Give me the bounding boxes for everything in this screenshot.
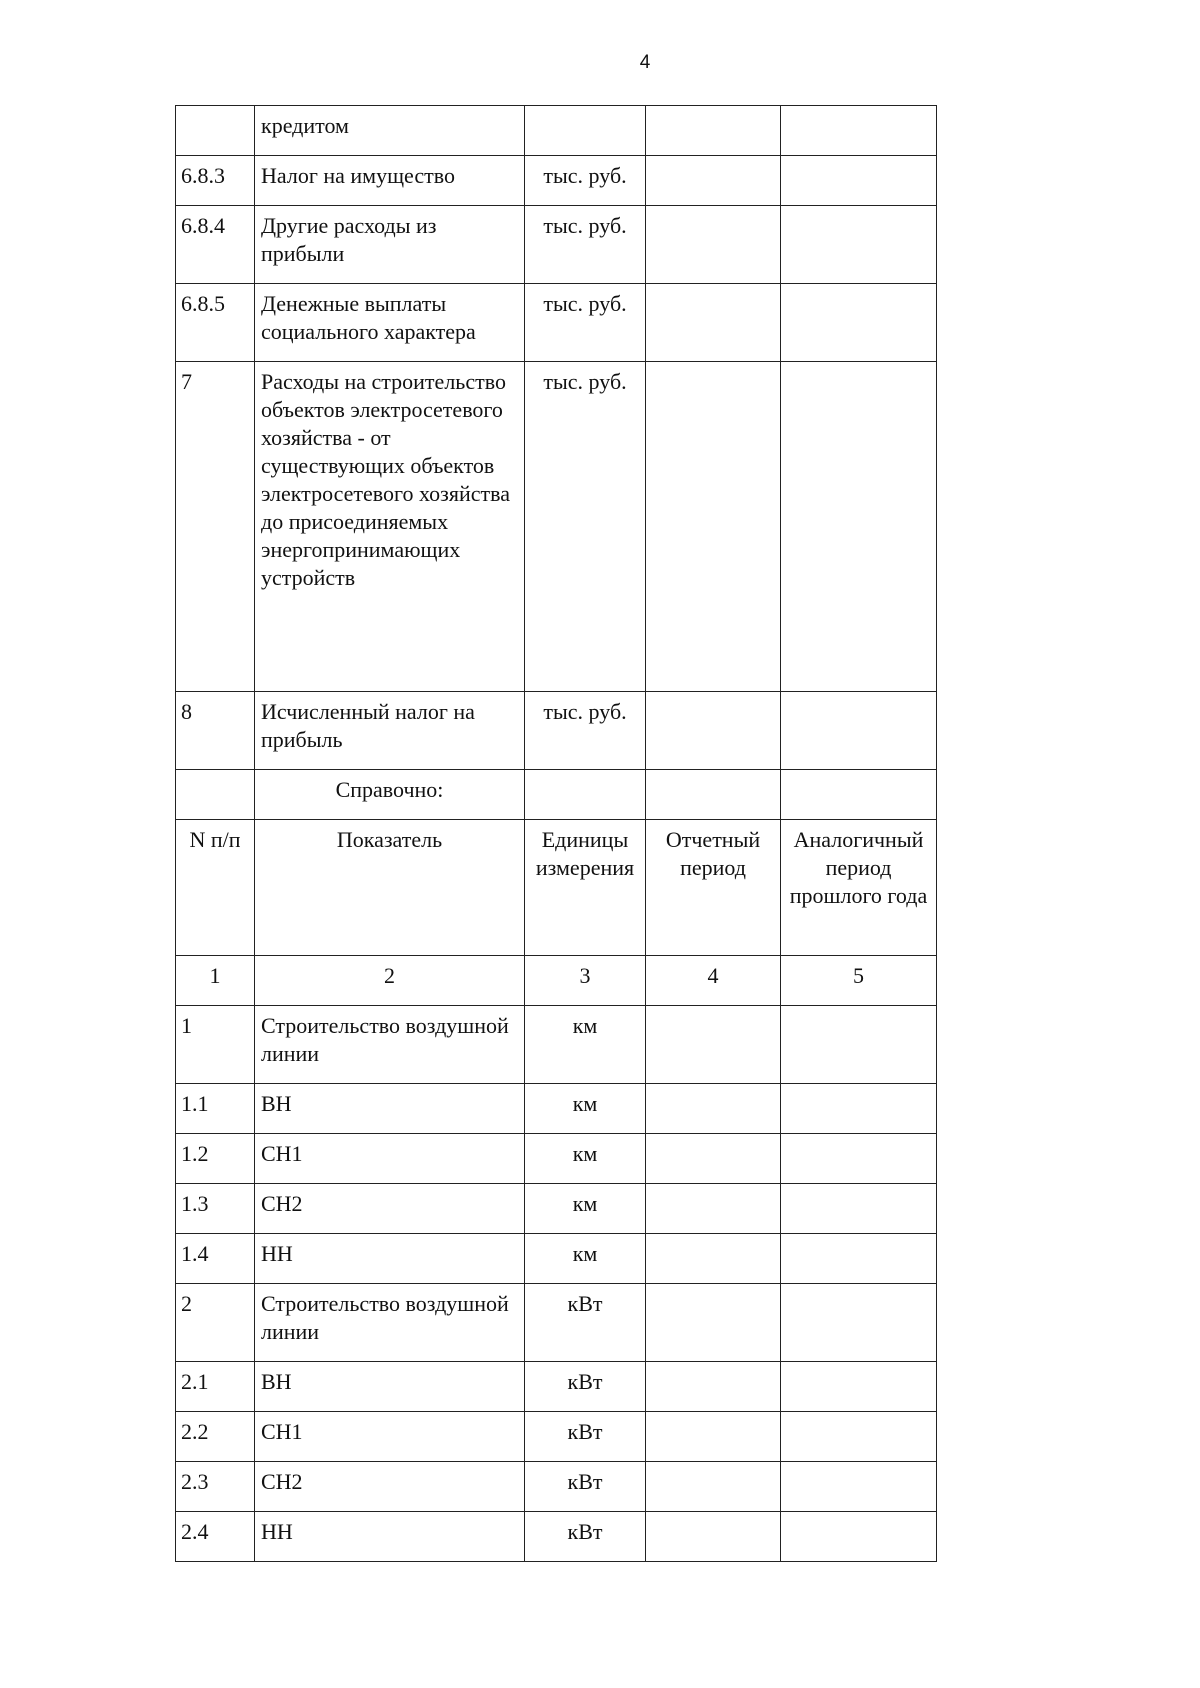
row-reporting-value — [646, 156, 781, 206]
row-indicator: ВН — [255, 1084, 525, 1134]
report-table — [175, 105, 937, 1562]
row-reporting-value — [646, 284, 781, 362]
row-previous-value — [781, 1362, 937, 1412]
row-reporting-value — [646, 1006, 781, 1084]
reference-row — [176, 770, 937, 820]
row-number: 2.4 — [176, 1512, 255, 1562]
row-unit: кВт — [525, 1362, 646, 1412]
page-number: 4 — [639, 52, 651, 73]
column-number: 1 — [176, 956, 255, 1006]
row-previous-value — [781, 284, 937, 362]
table-row — [176, 206, 937, 284]
row-reporting-value — [646, 1362, 781, 1412]
row-previous-value — [781, 1462, 937, 1512]
table-row — [176, 1284, 937, 1362]
row-number: 1 — [176, 1006, 255, 1084]
row-previous-value — [781, 692, 937, 770]
row-number: 2.3 — [176, 1462, 255, 1512]
row-unit: тыс. руб. — [525, 156, 646, 206]
row-reporting-value — [646, 1184, 781, 1234]
row-previous-value — [781, 362, 937, 692]
row-reporting-value — [646, 1134, 781, 1184]
row-indicator: СН2 — [255, 1184, 525, 1234]
top-rows — [176, 106, 937, 770]
header-previous-year: Аналогичный период прошлого года — [781, 820, 937, 956]
row-indicator: Налог на имущество — [255, 156, 525, 206]
table-row — [176, 1006, 937, 1084]
table-row — [176, 1234, 937, 1284]
row-unit: тыс. руб. — [525, 284, 646, 362]
row-indicator: Исчисленный налог на прибыль — [255, 692, 525, 770]
row-reporting-value — [646, 206, 781, 284]
row-unit: кВт — [525, 1462, 646, 1512]
header-num: N п/п — [176, 820, 255, 956]
column-number: 2 — [255, 956, 525, 1006]
row-reporting-value — [646, 1084, 781, 1134]
row-previous-value — [781, 1184, 937, 1234]
row-unit: км — [525, 1184, 646, 1234]
row-unit: тыс. руб. — [525, 362, 646, 692]
row-previous-value — [781, 206, 937, 284]
row-reporting-value — [646, 692, 781, 770]
table-row — [176, 362, 937, 692]
table-row — [176, 1512, 937, 1562]
column-number: 5 — [781, 956, 937, 1006]
row-indicator: Денежные выплаты социального характера — [255, 284, 525, 362]
row-number: 2.1 — [176, 1362, 255, 1412]
row-number — [176, 106, 255, 156]
row-unit: кВт — [525, 1412, 646, 1462]
row-reporting-value — [646, 1284, 781, 1362]
header-reporting-period: Отчетный период — [646, 820, 781, 956]
row-reporting-value — [646, 1512, 781, 1562]
table-row — [176, 692, 937, 770]
row-number: 2 — [176, 1284, 255, 1362]
row-previous-value — [781, 1234, 937, 1284]
row-reporting-value — [646, 106, 781, 156]
row-number: 1.3 — [176, 1184, 255, 1234]
table-row — [176, 1084, 937, 1134]
header-row — [176, 820, 937, 956]
table-row — [176, 1462, 937, 1512]
row-reporting-value — [646, 1234, 781, 1284]
table-row — [176, 1134, 937, 1184]
table-row — [176, 1184, 937, 1234]
row-unit: км — [525, 1006, 646, 1084]
row-unit: кВт — [525, 1284, 646, 1362]
header-indicator: Показатель — [255, 820, 525, 956]
row-unit: тыс. руб. — [525, 692, 646, 770]
row-previous-value — [781, 1284, 937, 1362]
row-previous-value — [781, 106, 937, 156]
row-indicator: Расходы на строительство объектов электросетевого хозяйства - от существующих объектов электросетевого хозяйства до присоединяемых энергопринимающих устройств — [255, 362, 525, 692]
row-number: 8 — [176, 692, 255, 770]
row-number: 6.8.4 — [176, 206, 255, 284]
row-unit — [525, 106, 646, 156]
row-unit: км — [525, 1234, 646, 1284]
row-unit: тыс. руб. — [525, 206, 646, 284]
row-indicator: Строительство воздушной линии — [255, 1006, 525, 1084]
row-indicator: Строительство воздушной линии — [255, 1284, 525, 1362]
row-number: 1.4 — [176, 1234, 255, 1284]
row-indicator: Другие расходы из прибыли — [255, 206, 525, 284]
row-indicator: СН2 — [255, 1462, 525, 1512]
row-reporting-value — [646, 362, 781, 692]
row-reporting-value — [646, 1462, 781, 1512]
row-number: 7 — [176, 362, 255, 692]
row-previous-value — [781, 1006, 937, 1084]
row-unit: км — [525, 1134, 646, 1184]
row-indicator: СН1 — [255, 1412, 525, 1462]
row-number: 1.1 — [176, 1084, 255, 1134]
row-indicator: кредитом — [255, 106, 525, 156]
bottom-rows — [176, 1006, 937, 1562]
row-previous-value — [781, 1412, 937, 1462]
row-indicator: СН1 — [255, 1134, 525, 1184]
row-reporting-value — [646, 1412, 781, 1462]
reference-label: Справочно: — [255, 770, 525, 820]
table-row — [176, 284, 937, 362]
table-row — [176, 156, 937, 206]
row-unit: кВт — [525, 1512, 646, 1562]
row-number: 1.2 — [176, 1134, 255, 1184]
table-row — [176, 106, 937, 156]
header-unit: Единицы измерения — [525, 820, 646, 956]
row-previous-value — [781, 1512, 937, 1562]
column-number: 3 — [525, 956, 646, 1006]
reference-section — [176, 770, 937, 1006]
row-unit: км — [525, 1084, 646, 1134]
column-numbers-row — [176, 956, 937, 1006]
row-indicator: НН — [255, 1512, 525, 1562]
row-indicator: НН — [255, 1234, 525, 1284]
row-number: 6.8.5 — [176, 284, 255, 362]
table-row — [176, 1362, 937, 1412]
row-previous-value — [781, 156, 937, 206]
row-previous-value — [781, 1134, 937, 1184]
row-previous-value — [781, 1084, 937, 1134]
row-number: 2.2 — [176, 1412, 255, 1462]
table-row — [176, 1412, 937, 1462]
row-indicator: ВН — [255, 1362, 525, 1412]
column-number: 4 — [646, 956, 781, 1006]
row-number: 6.8.3 — [176, 156, 255, 206]
